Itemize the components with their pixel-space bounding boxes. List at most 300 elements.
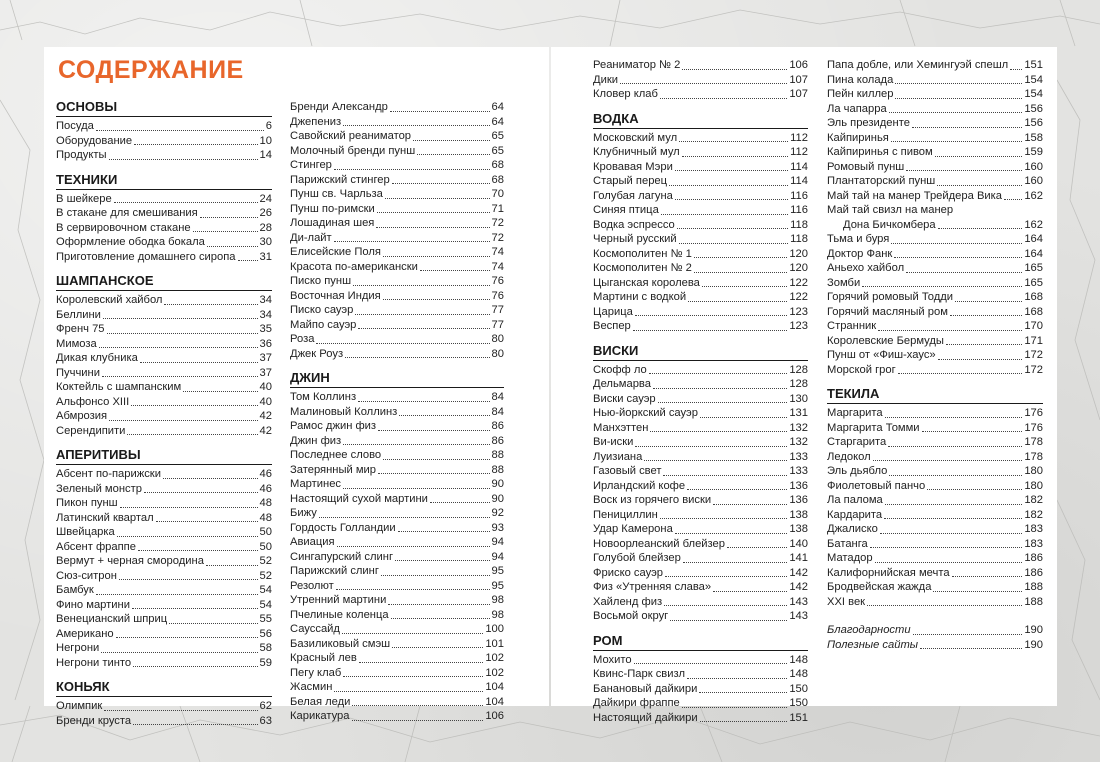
toc-entry[interactable]	[593, 232, 808, 247]
toc-entry[interactable]	[827, 406, 1043, 421]
toc-entry[interactable]	[290, 419, 504, 434]
toc-entry[interactable]	[827, 551, 1043, 566]
toc-entry[interactable]	[56, 540, 272, 555]
dot-leader	[334, 169, 490, 170]
dot-leader	[343, 125, 489, 126]
dot-leader	[101, 652, 257, 653]
toc-entry[interactable]	[56, 656, 272, 671]
dot-leader	[946, 344, 1022, 345]
toc-entry[interactable]	[56, 293, 272, 308]
page-number: 165	[1024, 276, 1043, 289]
page-number: 98	[491, 594, 504, 606]
toc-entry[interactable]	[56, 192, 272, 207]
entry-title: Ирландский кофе	[593, 479, 686, 492]
toc-entry[interactable]	[290, 680, 504, 695]
entry-title: Сюз-ситрон	[56, 569, 117, 582]
page-number: 142	[789, 581, 808, 593]
entry-title: Батанга	[827, 537, 868, 550]
dot-leader	[894, 257, 1022, 258]
toc-entry[interactable]	[593, 218, 808, 233]
dot-leader	[413, 140, 490, 141]
entry-title: Маргарита	[827, 407, 883, 419]
toc-entry[interactable]	[827, 145, 1043, 160]
toc-entry[interactable]	[827, 276, 1043, 291]
dot-leader	[620, 83, 787, 84]
toc-entry[interactable]	[290, 535, 504, 550]
toc-entry[interactable]	[593, 247, 808, 262]
page-number: 140	[789, 537, 808, 550]
toc-entry[interactable]	[56, 598, 272, 613]
entry-title: Красный лев	[290, 652, 357, 664]
dot-leader	[383, 299, 490, 300]
dot-leader	[660, 518, 787, 519]
toc-entry[interactable]	[290, 289, 504, 304]
toc-entry[interactable]	[290, 506, 504, 521]
entry-title: Оформление ободка бокала	[56, 236, 205, 248]
toc-entry[interactable]	[827, 464, 1043, 479]
toc-entry[interactable]	[827, 305, 1043, 320]
page-number: 107	[789, 88, 808, 100]
toc-entry[interactable]	[827, 218, 1043, 233]
entry-title: Авиация	[290, 536, 335, 548]
entry-title: Джалиско	[827, 523, 878, 535]
dot-leader	[343, 488, 490, 489]
toc-entry[interactable]	[290, 318, 504, 333]
toc-entry[interactable]	[56, 148, 272, 163]
page-number: 118	[790, 233, 808, 245]
toc-entry[interactable]	[593, 174, 808, 189]
toc-entry[interactable]	[290, 245, 504, 260]
entry-title: Зеленый монстр	[56, 482, 142, 495]
toc-column	[290, 100, 504, 724]
toc-entry[interactable]	[593, 667, 808, 682]
dot-leader	[183, 391, 257, 392]
dot-leader	[699, 692, 787, 693]
dot-leader	[933, 591, 1022, 592]
toc-entry[interactable]	[593, 189, 808, 204]
dot-leader	[885, 504, 1023, 505]
toc-entry[interactable]	[56, 337, 272, 352]
toc-entry[interactable]	[290, 303, 504, 318]
toc-entry[interactable]	[827, 580, 1043, 595]
toc-entry[interactable]	[56, 569, 272, 584]
dot-leader	[133, 724, 257, 725]
dot-leader	[391, 618, 490, 619]
dot-leader	[922, 431, 1023, 432]
toc-entry[interactable]	[827, 638, 1043, 653]
toc-entry[interactable]	[290, 231, 504, 246]
toc-entry[interactable]	[56, 467, 272, 482]
page-number: 86	[491, 434, 504, 447]
page-number: 159	[1024, 146, 1043, 158]
toc-entry[interactable]	[290, 666, 504, 681]
toc-entry[interactable]	[593, 653, 808, 668]
toc-entry[interactable]	[593, 406, 808, 421]
toc-entry[interactable]	[827, 595, 1043, 610]
dot-leader	[359, 662, 484, 663]
toc-entry[interactable]	[827, 450, 1043, 465]
toc-entry[interactable]	[593, 711, 808, 726]
entry-title: Полезные сайты	[827, 638, 918, 651]
page-number: 171	[1024, 334, 1043, 347]
dot-leader	[156, 521, 258, 522]
dot-leader	[334, 691, 483, 692]
page-number: 164	[1024, 247, 1043, 260]
dot-leader	[163, 478, 258, 479]
toc-entry[interactable]	[56, 250, 272, 265]
toc-entry[interactable]	[56, 380, 272, 395]
page-number: 72	[491, 231, 504, 244]
page-number: 68	[491, 173, 504, 186]
page-number: 176	[1024, 407, 1043, 419]
page-number: 150	[789, 682, 808, 695]
dot-leader	[376, 227, 489, 228]
toc-entry[interactable]	[827, 102, 1043, 117]
toc-entry[interactable]	[827, 232, 1043, 247]
toc-entry[interactable]	[56, 627, 272, 642]
page-number: 176	[1024, 421, 1043, 434]
toc-entry[interactable]	[290, 593, 504, 608]
dot-leader	[127, 434, 257, 435]
page-number: 102	[485, 652, 504, 664]
toc-entry[interactable]	[593, 609, 808, 624]
toc-entry[interactable]	[593, 73, 808, 88]
toc-entry[interactable]	[290, 709, 504, 724]
entry-title: Синяя птица	[593, 204, 659, 216]
entry-title: Лошадиная шея	[290, 217, 375, 229]
toc-entry[interactable]	[290, 622, 504, 637]
dot-leader	[140, 362, 258, 363]
toc-entry[interactable]	[290, 492, 504, 507]
toc-entry[interactable]	[290, 129, 504, 144]
toc-entry[interactable]	[827, 522, 1043, 537]
toc-entry[interactable]	[593, 493, 808, 508]
entry-title: Вермут + черная смородина	[56, 555, 204, 567]
dot-leader	[138, 550, 258, 551]
toc-entry[interactable]	[56, 351, 272, 366]
page-number: 133	[789, 465, 808, 477]
page-number: 95	[491, 565, 504, 577]
toc-entry[interactable]	[290, 216, 504, 231]
toc-entry[interactable]	[290, 144, 504, 159]
toc-entry[interactable]	[593, 131, 808, 146]
toc-entry[interactable]	[290, 115, 504, 130]
entry-title: Клубничный мул	[593, 146, 680, 158]
page-number: 138	[789, 508, 808, 521]
toc-entry[interactable]	[290, 173, 504, 188]
toc-entry[interactable]	[56, 424, 272, 439]
entry-title: Мохито	[593, 653, 632, 666]
toc-entry[interactable]	[593, 160, 808, 175]
toc-entry[interactable]	[593, 58, 808, 73]
page-number: 172	[1024, 349, 1043, 361]
toc-entry[interactable]	[290, 187, 504, 202]
toc-entry[interactable]	[56, 366, 272, 381]
page-number: 90	[491, 492, 504, 505]
toc-entry[interactable]	[56, 409, 272, 424]
entry-title: Жасмин	[290, 681, 333, 693]
page-number: 107	[789, 73, 808, 86]
toc-entry[interactable]	[56, 641, 272, 656]
toc-entry[interactable]	[827, 87, 1043, 102]
page-number: 46	[259, 468, 272, 480]
toc-entry[interactable]	[827, 58, 1043, 73]
toc-entry[interactable]	[827, 623, 1043, 638]
dot-leader	[682, 69, 787, 70]
toc-entry[interactable]	[593, 696, 808, 711]
entry-title: Папа добле, или Хемингуэй спешл	[827, 59, 1009, 71]
page-number: 132	[789, 421, 808, 434]
entry-title: Абмрозия	[56, 410, 108, 422]
toc-entry[interactable]	[56, 699, 272, 714]
page-number: 35	[259, 323, 272, 335]
toc-entry[interactable]	[56, 119, 272, 134]
toc-entry[interactable]	[290, 695, 504, 710]
toc-entry[interactable]	[593, 566, 808, 581]
toc-entry[interactable]	[827, 174, 1043, 189]
dot-leader	[392, 183, 490, 184]
page-number: 122	[789, 291, 808, 303]
toc-entry[interactable]	[290, 521, 504, 536]
entry-title: Серендипити	[56, 424, 126, 437]
entry-title: Веспер	[593, 320, 631, 332]
toc-entry[interactable]	[290, 448, 504, 463]
dot-leader	[381, 575, 490, 576]
page-number: 114	[790, 160, 808, 173]
toc-entry[interactable]	[593, 537, 808, 552]
toc-entry[interactable]	[290, 390, 504, 405]
entry-title: Голубая лагуна	[593, 189, 673, 202]
dot-leader	[700, 417, 787, 418]
dot-leader	[144, 492, 258, 493]
dot-leader	[687, 678, 787, 679]
toc-entry[interactable]	[593, 580, 808, 595]
page-number: 100	[485, 623, 504, 635]
page-number: 104	[485, 681, 504, 693]
toc-entry[interactable]	[593, 392, 808, 407]
toc-entry[interactable]	[290, 608, 504, 623]
dot-leader	[385, 198, 490, 199]
toc-entry[interactable]	[827, 247, 1043, 262]
toc-entry[interactable]	[56, 134, 272, 149]
dot-leader	[952, 576, 1023, 577]
toc-entry[interactable]	[827, 421, 1043, 436]
dot-leader	[134, 144, 257, 145]
toc-entry[interactable]	[290, 579, 504, 594]
page-number: 37	[259, 366, 272, 379]
toc-entry[interactable]	[827, 537, 1043, 552]
toc-entry[interactable]	[593, 551, 808, 566]
toc-entry[interactable]	[290, 332, 504, 347]
page-number: 52	[259, 569, 272, 582]
entry-title: Кардарита	[827, 508, 883, 521]
toc-entry[interactable]	[827, 319, 1043, 334]
entry-title: Елисейские Поля	[290, 246, 381, 258]
page-number: 92	[491, 507, 504, 519]
dot-leader	[200, 217, 258, 218]
toc-entry[interactable]	[593, 290, 808, 305]
page-number: 151	[1024, 59, 1043, 71]
toc-entry[interactable]	[56, 511, 272, 526]
page-number: 151	[789, 711, 808, 724]
page-number: 48	[259, 497, 272, 509]
toc-entry[interactable]	[593, 145, 808, 160]
toc-entry[interactable]	[290, 405, 504, 420]
toc-entry[interactable]	[827, 435, 1043, 450]
toc-entry[interactable]	[56, 322, 272, 337]
entry-title: Базиликовый смэш	[290, 637, 391, 650]
toc-entry[interactable]	[827, 116, 1043, 131]
toc-entry[interactable]	[593, 203, 808, 218]
page-number: 93	[491, 521, 504, 534]
entry-title: Пунш по-римски	[290, 202, 375, 215]
dot-leader	[675, 533, 788, 534]
toc-entry[interactable]	[827, 131, 1043, 146]
page-number: 190	[1024, 638, 1043, 651]
toc-entry[interactable]	[593, 377, 808, 392]
toc-entry[interactable]	[593, 261, 808, 276]
toc-entry[interactable]	[593, 479, 808, 494]
dot-leader	[938, 228, 1023, 229]
toc-entry[interactable]	[827, 189, 1043, 204]
page-number: 40	[259, 381, 272, 393]
page-number: 94	[491, 536, 504, 548]
toc-entry[interactable]	[56, 482, 272, 497]
toc-entry[interactable]	[593, 319, 808, 334]
toc-entry[interactable]	[593, 450, 808, 465]
toc-entry[interactable]	[56, 221, 272, 236]
toc-entry[interactable]	[56, 206, 272, 221]
toc-entry[interactable]	[290, 202, 504, 217]
toc-entry[interactable]	[827, 566, 1043, 581]
page-number: 36	[259, 337, 272, 350]
toc-entry[interactable]	[56, 395, 272, 410]
dot-leader	[665, 576, 787, 577]
dot-leader	[649, 373, 788, 374]
toc-entry[interactable]	[290, 477, 504, 492]
toc-entry[interactable]	[827, 73, 1043, 88]
toc-entry[interactable]	[56, 525, 272, 540]
toc-entry[interactable]	[290, 651, 504, 666]
page-number: 118	[790, 218, 808, 231]
toc-entry[interactable]	[827, 479, 1043, 494]
toc-entry[interactable]	[290, 463, 504, 478]
toc-entry[interactable]	[827, 348, 1043, 363]
entry-title: Матадор	[827, 552, 873, 564]
toc-entry[interactable]	[290, 550, 504, 565]
toc-entry[interactable]	[827, 160, 1043, 175]
entry-title: Старгарита	[827, 436, 887, 448]
page-number: 46	[259, 482, 272, 495]
toc-entry[interactable]	[593, 363, 808, 378]
dot-leader	[635, 446, 787, 447]
section-heading: КОНЬЯК	[56, 680, 272, 697]
toc-entry[interactable]	[827, 290, 1043, 305]
dot-leader	[103, 318, 258, 319]
toc-entry[interactable]	[593, 508, 808, 523]
toc-entry[interactable]	[593, 87, 808, 102]
toc-entry[interactable]	[827, 363, 1043, 378]
entry-title: Космополитен № 1	[593, 247, 692, 260]
dot-leader	[880, 533, 1022, 534]
toc-entry[interactable]	[56, 496, 272, 511]
page-number: 120	[789, 247, 808, 260]
page-number: 48	[259, 511, 272, 524]
entry-title: Пунш св. Чарльза	[290, 188, 383, 200]
toc-entry[interactable]	[593, 305, 808, 320]
toc-entry[interactable]	[290, 347, 504, 362]
entry-title: Парижский стингер	[290, 173, 390, 186]
toc-entry[interactable]	[593, 522, 808, 537]
toc-entry[interactable]	[290, 274, 504, 289]
toc-entry[interactable]	[593, 595, 808, 610]
toc-entry[interactable]	[56, 714, 272, 729]
toc-entry[interactable]	[56, 583, 272, 598]
toc-entry[interactable]	[593, 435, 808, 450]
dot-leader	[131, 405, 257, 406]
toc-entry[interactable]	[827, 508, 1043, 523]
toc-entry[interactable]	[56, 235, 272, 250]
toc-entry[interactable]	[593, 682, 808, 697]
toc-entry[interactable]	[827, 334, 1043, 349]
entry-title: Водка эспрессо	[593, 218, 675, 231]
page-number: 50	[259, 540, 272, 553]
toc-entry[interactable]	[827, 261, 1043, 276]
page-number: 131	[789, 407, 808, 419]
page-number: 112	[790, 131, 808, 144]
toc-entry[interactable]	[593, 421, 808, 436]
entry-title: Гордость Голландии	[290, 521, 396, 534]
dot-leader	[430, 502, 490, 503]
dot-leader	[650, 431, 787, 432]
dot-leader	[207, 246, 258, 247]
toc-entry[interactable]	[56, 554, 272, 569]
page-number: 74	[491, 260, 504, 273]
entry-title: Бамбук	[56, 584, 94, 596]
entry-title: Мимоза	[56, 337, 97, 350]
dot-leader	[392, 647, 483, 648]
toc-entry[interactable]	[56, 612, 272, 627]
toc-entry[interactable]	[290, 260, 504, 275]
entry-title: Роза	[290, 333, 315, 345]
toc-entry[interactable]	[56, 308, 272, 323]
toc-entry[interactable]	[290, 434, 504, 449]
page-number: 37	[259, 352, 272, 364]
toc-entry[interactable]	[290, 637, 504, 652]
dot-leader	[663, 475, 787, 476]
toc-entry[interactable]	[290, 158, 504, 173]
dot-leader	[675, 199, 788, 200]
dot-leader	[319, 517, 490, 518]
dot-leader	[352, 705, 483, 706]
toc-entry[interactable]	[290, 564, 504, 579]
toc-entry[interactable]	[593, 464, 808, 479]
entry-title: Пчелиные коленца	[290, 608, 389, 621]
toc-entry[interactable]	[593, 276, 808, 291]
toc-entry[interactable]	[290, 100, 504, 115]
dot-leader	[120, 507, 258, 508]
dot-leader	[912, 127, 1022, 128]
entry-title: Продукты	[56, 149, 107, 161]
entry-title: В стакане для смешивания	[56, 207, 198, 219]
entry-title: Плантаторский пунш	[827, 175, 936, 187]
toc-entry[interactable]	[827, 203, 1043, 218]
dot-leader	[193, 231, 258, 232]
dot-leader	[713, 504, 787, 505]
page-number: 160	[1024, 160, 1043, 173]
entry-title: Ледокол	[827, 450, 871, 463]
toc-entry[interactable]	[827, 493, 1043, 508]
